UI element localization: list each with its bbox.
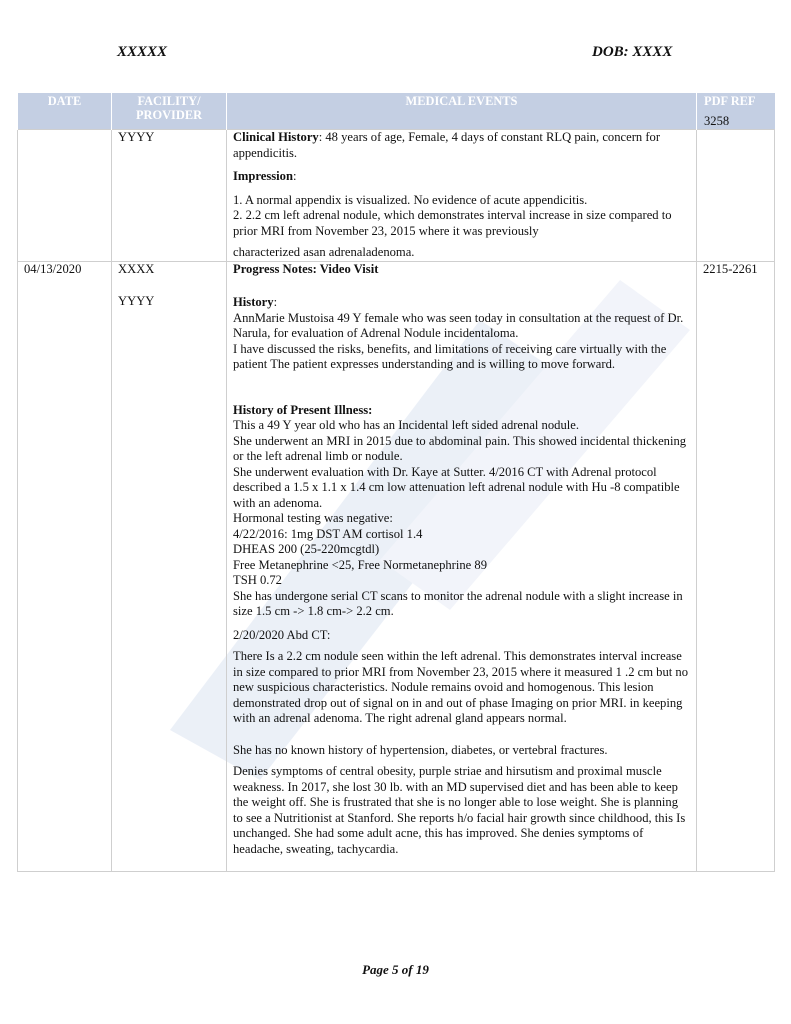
row1-facility: YYYY (112, 130, 227, 262)
row2-facility: XXXX YYYY (112, 261, 227, 872)
denies-text: Denies symptoms of central obesity, purple striae and hirsutism and proximal muscle weakness. In 2017, she lost 30 lb. with an MD supervised diet and has been able to keep the weight off. She is frustrated that she is no longer able to lose weight. She is planning to see a Nutritionist at Stanford. She reports h/o facial hair growth since childhood, this Is unchanged. She had some adult acne, this has improved. She denies symptoms of headache, sweating, tachycardia. (233, 764, 686, 856)
history-text-2: I have discussed the risks, benefits, and limitations of receiving care virtually with the patient The patient expresses understanding and is willing to move forward. (233, 341, 667, 371)
clinical-history-label: Clinical History (233, 130, 319, 144)
ct-text: There Is a 2.2 cm nodule seen within the left adrenal. This demonstrates interval increase in size compared to prior MRI from November 23, 2015 where it measured 1 .2 cm but no new suspicious characteristics. Nodule remains ovoid and homogenous. This lesion demonstrated drop out of signal on in and out of phase Imaging on prior MRI. in keeping with an adrenal adenoma. The right adrenal gland appears normal. (233, 649, 689, 725)
history-no: She has no known history of hypertension, diabetes, or vertebral fractures. (233, 742, 608, 757)
impression-item-3: characterized asan adrenaladenoma. (233, 245, 415, 259)
column-header-pdf-ref: PDF REF 3258 (697, 93, 775, 130)
hpi-line: DHEAS 200 (25-220mcgtdl) (233, 542, 380, 556)
row1-ref (697, 130, 775, 262)
hpi-line: 4/22/2016: 1mg DST AM cortisol 1.4 (233, 526, 423, 541)
column-header-date: DATE (18, 93, 112, 130)
row1-events: Clinical History: 48 years of age, Female, 4 days of constant RLQ pain, concern for appendicitis. Impression: 1. A normal appendix is visualized. No evidence of acute appendicitis. 2. 2.2 cm left adrenal nodule, which demonstrates interval increase in size compared to prior MRI from November 23, 2015 where it was previously characterized asan adrenaladenoma. (227, 130, 697, 262)
row2-date: 04/13/2020 (18, 261, 112, 872)
header-ref-number: 3258 (704, 113, 730, 128)
hpi-line: She underwent evaluation with Dr. Kaye at Sutter. 4/2016 CT with Adrenal protocol described a 1.5 x 1.1 x 1.4 cm low attenuation left adrenal nodule with Hu -8 compatible with an adenoma. (233, 464, 680, 510)
medical-events-table (17, 93, 775, 872)
row2-ref: 2215-2261 (697, 261, 775, 872)
hpi-line: She underwent an MRI in 2015 due to abdominal pain. This showed incidental thickening or the left adrenal limb or nodule. (233, 433, 687, 463)
history-text-1: AnnMarie Mustoisa 49 Y female who was seen today in consultation at the request of Dr. Narula, for evaluation of Adrenal Nodule incidentaloma. (233, 310, 684, 340)
impression-label: Impression (233, 169, 293, 183)
patient-name: XXXXX (117, 44, 168, 60)
history-label: History (233, 295, 274, 309)
page-number: Page 5 of 19 (362, 962, 429, 977)
progress-notes-title: Progress Notes: Video Visit (233, 261, 379, 276)
hpi-line: She has undergone serial CT scans to monitor the adrenal nodule with a slight increase in size 1.5 cm -> 1.8 cm-> 2.2 cm. (233, 588, 683, 618)
table-header-row (18, 93, 775, 130)
row2-events: Progress Notes: Video Visit History: AnnMarie Mustoisa 49 Y female who was seen today in consultation at the request of Dr. Narula, for evaluation of Adrenal Nodule incidentaloma. I have discussed the risks, benefits, and limitations of receiving care virtually with the patient The patient expresses understanding and is willing to move forward. History of Present Illness: This a 49 Y year old who has an Incidental left sided adrenal nodule. She underwent an MRI in 2015 due to abdominal pain. This showed incidental thickening or the left adrenal limb or nodule. She underwent evaluation with Dr. Kaye at Sutter. 4/2016 CT with Adrenal protocol described a 1.5 x 1.1 x 1.4 cm low attenuation left adrenal nodule with Hu -8 compatible with an adenoma. Hormonal testing was negative: 4/22/2016: 1mg DST AM cortisol 1.4 DHEAS 200 (25-220mcgtdl) Free Metanephrine <25, Free Normetanephrine 89 TSH 0.72 She has undergone serial CT scans to monitor the adrenal nodule with a slight increase in size 1.5 cm -> 1.8 cm-> 2.2 cm. 2/20/2020 Abd CT: There Is a 2.2 cm nodule seen within the left adrenal. This demonstrates interval increase in size compared to prior MRI from November 23, 2015 where it measured 1 .2 cm but no new suspicious characteristics. Nodule remains ovoid and homogenous. This lesion demonstrated drop out of signal on in and out of phase Imaging on prior MRI. in keeping with an adrenal adenoma. The right adrenal gland appears normal. She has no known history of hypertension, diabetes, or vertebral fractures. Denies symptoms of central obesity, purple striae and hirsutism and proximal muscle weakness. In 2017, she lost 30 lb. with an MD supervised diet and has been able to keep the weight off. She is frustrated that she is no longer able to lose weight. She is planning to see a Nutritionist at Stanford. She reports h/o facial hair growth since childhood, this Is unchanged. She had some adult acne, this has improved. She denies symptoms of headache, sweating, tachycardia. (227, 261, 697, 872)
patient-dob: DOB: XXXX (592, 44, 673, 60)
row1-date (18, 130, 112, 262)
impression-item-1: 1. A normal appendix is visualized. No evidence of acute appendicitis. (233, 192, 588, 207)
column-header-medical-events: MEDICAL EVENTS (227, 93, 697, 130)
table-row (18, 130, 775, 262)
clinical-history-text: : 48 years of age, Female, 4 days of constant RLQ pain, concern for appendicitis. (233, 130, 661, 160)
hpi-line: Hormonal testing was negative: (233, 511, 393, 525)
table-row (18, 261, 775, 872)
column-header-facility: FACILITY/ PROVIDER (112, 93, 227, 130)
ct-label: 2/20/2020 Abd CT: (233, 627, 331, 642)
hpi-line: TSH 0.72 (233, 573, 282, 587)
impression-item-2: 2. 2.2 cm left adrenal nodule, which demonstrates interval increase in size compared to prior MRI from November 23, 2015 where it was previously (233, 208, 672, 238)
hpi-line: This a 49 Y year old who has an Incidental left sided adrenal nodule. (233, 418, 579, 432)
hpi-label: History of Present Illness: (233, 402, 373, 417)
hpi-line: Free Metanephrine <25, Free Normetanephrine 89 (233, 557, 487, 572)
